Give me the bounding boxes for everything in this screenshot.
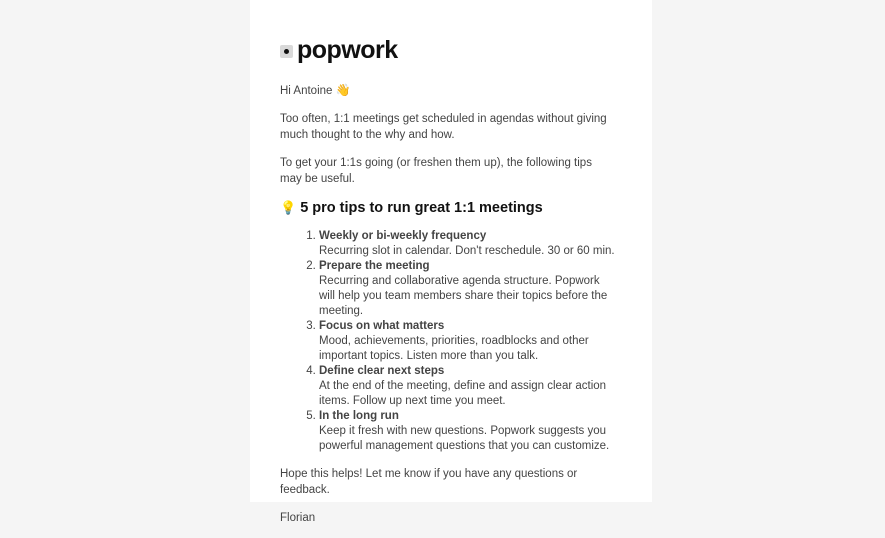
- tips-heading-text: 5 pro tips to run great 1:1 meetings: [300, 200, 543, 216]
- tip-description: At the end of the meeting, define and assign clear action items. Follow up next time you meet.: [319, 380, 607, 407]
- tip-description: Mood, achievements, priorities, roadblocks and other important topics. Listen more than you talk.: [319, 335, 589, 362]
- closing-paragraph: Hope this helps! Let me know if you have any questions or feedback.: [280, 468, 578, 496]
- list-item: [319, 409, 616, 454]
- list-item: [319, 229, 616, 259]
- greeting-text: Hi Antoine: [280, 85, 333, 97]
- logo-text: popwork: [297, 36, 398, 64]
- intro-paragraph: Too often, 1:1 meetings get scheduled in agendas without giving much thought to the why and how.: [280, 113, 607, 141]
- tips-list: [280, 229, 616, 454]
- tip-description: Keep it fresh with new questions. Popwork suggests you powerful management questions that you can customize.: [319, 425, 610, 452]
- tip-title: 2. Prepare the meeting: [319, 260, 430, 272]
- list-item: [319, 259, 616, 319]
- light-bulb-icon: 💡: [280, 200, 297, 215]
- tip-description: Recurring and collaborative agenda structure. Popwork will help you team members share their topics before the meeting.: [319, 275, 608, 317]
- tip-title: 5. In the long run: [319, 410, 399, 422]
- popwork-logo: [280, 36, 616, 64]
- greeting: [280, 82, 616, 99]
- tip-title: 3. Focus on what matters: [319, 320, 445, 332]
- tips-heading: [280, 199, 616, 217]
- waving-hand-icon: 👋: [335, 83, 351, 97]
- tip-title: 4. Define clear next steps: [319, 365, 445, 377]
- signature: Florian: [280, 512, 316, 524]
- popwork-logo-icon: [280, 45, 293, 58]
- email-card: [250, 0, 652, 524]
- tip-title: 1. Weekly or bi-weekly frequency: [319, 230, 487, 242]
- tips-intro-paragraph: To get your 1:1s going (or freshen them up), the following tips may be useful.: [280, 157, 592, 185]
- tip-description: Recurring slot in calendar. Don't reschedule. 30 or 60 min.: [319, 245, 615, 257]
- email-body: [280, 36, 616, 538]
- list-item: [319, 364, 616, 409]
- list-item: [319, 319, 616, 364]
